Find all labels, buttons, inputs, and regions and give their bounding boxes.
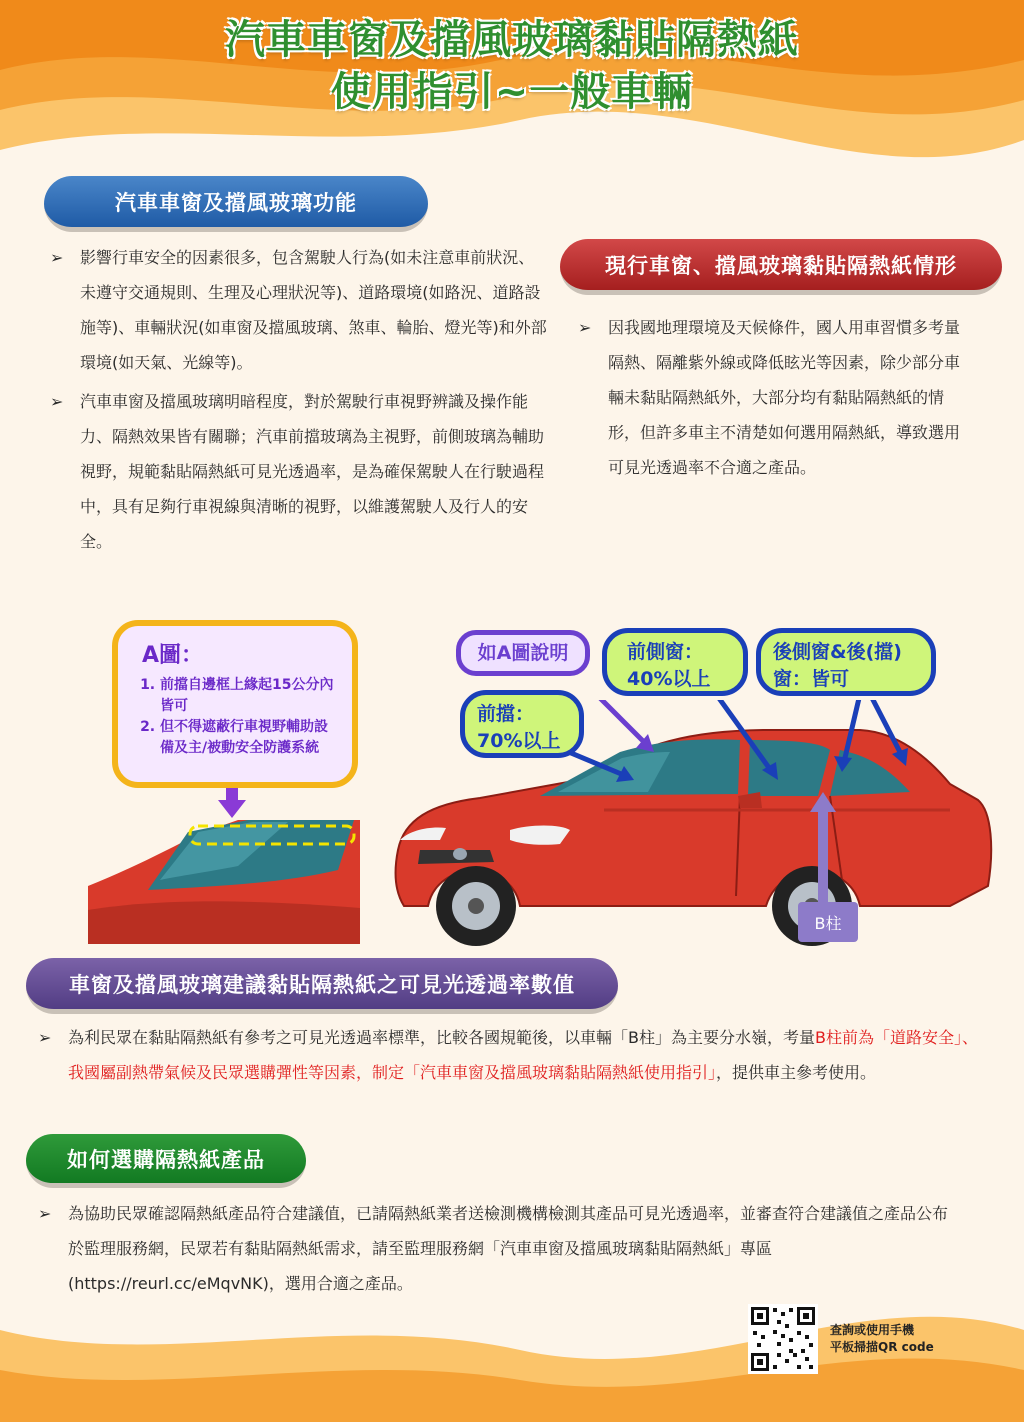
values-text-highlight: B柱前為「道路安全」、我國屬副熱帶氣候及民眾選購彈性等因素，制定「汽車車窗及擋風玻璃黏貼隔熱紙使用指引」 [68,1028,978,1082]
values-bullet-list [38,1020,984,1094]
section-heading-values: 車窗及擋風玻璃建議黏貼隔熱紙之可見光透過率數值 [26,958,618,1014]
function-bullet-2: ➢ 汽車車窗及擋風玻璃明暗程度，對於駕駛行車視野辨識及操作能力、隔熱效果皆有關聯；汽車前擋玻璃為主視野，前側玻璃為輔助視野，規範黏貼隔熱紙可見光透過率，是為確保駕駛人在行駛過程中，具有足夠行車視線與清晰的視野，以維護駕駛人及行人的安全。 [50,384,550,559]
qr-caption [830,1322,934,1356]
down-arrow-icon [218,786,246,820]
qr-code-icon[interactable] [748,1304,818,1374]
rear-value: 窗：皆可 [773,668,850,690]
section-heading-function: 汽車車窗及擋風玻璃功能 [44,176,428,232]
figure-a-callout [112,620,358,788]
front-side-window-bubble [602,628,748,696]
title-line-2: 使用指引~一般車輛 [330,69,694,115]
qr-caption-line-1: 查詢或使用手機 [830,1323,915,1337]
b-pillar-label: B柱 [798,902,858,942]
front-windshield-label: 前擋： [477,703,535,725]
front-side-value: 40%以上 [627,668,711,690]
function-bullet-1: ➢ 影響行車安全的因素很多，包含駕駛人行為(如未注意車前狀況、未遵守交通規則、生理及心理狀況等)、道路環境(如路況、道路設施等)、車輛狀況(如車窗及擋風玻璃、煞車、輪胎、燈光等)和外部環境(如天氣、光線等)。 [50,240,550,380]
front-side-label: 前側窗： [627,641,704,663]
purchase-bullet-list [38,1196,958,1305]
front-windshield-bubble [460,690,584,758]
page-title [0,14,1024,118]
current-bullet-1: ➢ 因我國地理環境及天候條件，國人用車習慣多考量隔熱、隔離紫外線或降低眩光等因素，除少部分車輛未黏貼隔熱紙外，大部分均有黏貼隔熱紙的情形，但許多車主不清楚如何選用隔熱紙，導致選用可見光透過率不合適之產品。 [578,310,962,485]
values-text-after: ，提供車主參考使用。 [716,1063,877,1082]
qr-caption-line-2: 平板掃描QR code [830,1340,934,1354]
front-windshield-value: 70%以上 [477,730,561,752]
rear-label: 後側窗&後(擋) [773,641,902,663]
title-line-1: 汽車車窗及擋風玻璃黏貼隔熱紙 [225,17,799,63]
figure-a-item-2: 2. 但不得遮蔽行車視野輔助設備及主/被動安全防護系統 [160,717,338,759]
values-text-before: 為利民眾在黏貼隔熱紙有參考之可見光透過率標準，比較各國規範後，以車輛「B柱」為主要分水嶺，考量 [68,1028,815,1047]
rear-window-bubble [756,628,936,696]
figure-a-item-1: 1. 前擋自邊框上緣起15公分內皆可 [160,675,338,717]
function-bullet-list [50,240,550,563]
section-heading-current: 現行車窗、擋風玻璃黏貼隔熱紙情形 [560,239,1002,295]
figure-a-heading: A圖： [142,643,204,668]
values-bullet-1 [38,1020,984,1090]
current-bullet-list [578,310,962,489]
see-figure-a-bubble: 如A圖說明 [456,630,590,676]
figure-a-list [132,675,338,759]
section-heading-purchase: 如何選購隔熱紙產品 [26,1134,306,1188]
purchase-bullet-1: ➢ 為協助民眾確認隔熱紙產品符合建議值，已請隔熱紙業者送檢測機構檢測其產品可見光透過率，並審查符合建議值之產品公布於監理服務網，民眾若有黏貼隔熱紙需求，請至監理服務網「汽車車窗及擋風玻璃黏貼隔熱紙」專區(https://reurl.cc/eMqvNK)，選用合適之產品。 [38,1196,958,1301]
